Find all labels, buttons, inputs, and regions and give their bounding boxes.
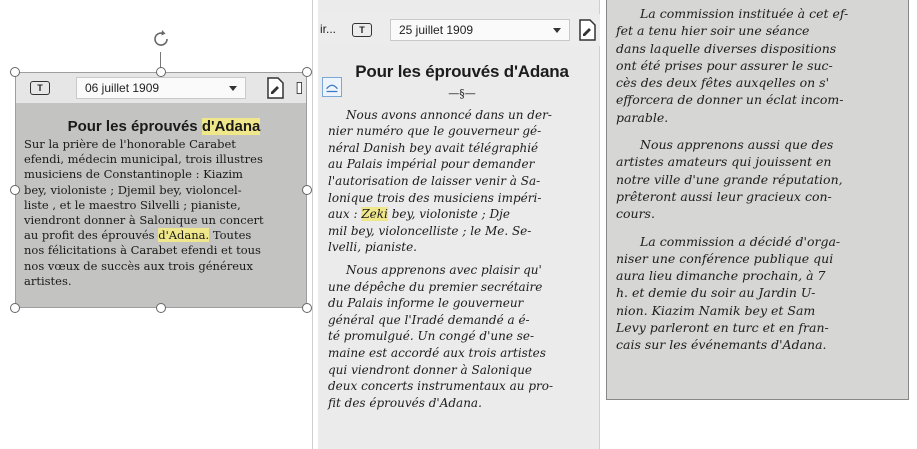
text-tag-icon[interactable]: T xyxy=(352,23,372,37)
article-line: du Palais informe le gouverneur xyxy=(328,296,524,311)
article-line: Levy parleront en turc et en fran- xyxy=(616,320,829,336)
article-line: nion. Kiazim Namik bey et Sam xyxy=(616,302,816,318)
article-line: lonique trois des musiciens impéri- xyxy=(328,190,542,205)
article-line: cours. xyxy=(616,206,655,222)
date-select[interactable] xyxy=(76,77,246,99)
highlighted-term: Zeki xyxy=(361,207,388,222)
article-line: au Palais impérial pour demander xyxy=(328,157,535,172)
article-line: prêteront aussi leur gracieux con- xyxy=(616,188,832,204)
article-line: efforcera de donner un éclat incom- xyxy=(616,92,844,108)
article-line: nos félicitations à Carabet efendi et tous xyxy=(24,243,261,258)
resize-handle-bottom-right[interactable] xyxy=(302,303,312,313)
date-select[interactable] xyxy=(390,19,570,41)
chevron-down-icon xyxy=(553,28,561,33)
article-line: liste , et le maestro Silvelli ; pianiste, xyxy=(24,197,241,212)
article-line: lvelli, pianiste. xyxy=(328,240,417,255)
document-edit-icon[interactable] xyxy=(266,77,284,99)
document-edit-icon[interactable] xyxy=(578,19,596,41)
article-line: fit des éprouvés d'Adana. xyxy=(328,395,482,410)
document-icon[interactable] xyxy=(296,77,306,99)
article-line: dans laquelle diverses dispositions xyxy=(616,40,837,56)
truncated-label: ir... xyxy=(320,22,337,36)
resize-handle-bottom[interactable] xyxy=(156,303,166,313)
article-clipping-1 xyxy=(24,118,304,289)
article-line: notre ville d'une grande réputation, xyxy=(616,171,843,187)
article-headline: Pour les éprouvés d'Adana xyxy=(67,118,261,135)
article-clipping-3 xyxy=(616,5,906,354)
article-line: qui viendront donner à Salonique xyxy=(328,362,533,377)
article-line: Nous apprenons avec plaisir qu' xyxy=(346,262,542,277)
article-line: une dépêche du premier secrétaire xyxy=(328,279,543,294)
article-line: au profit des éprouvés d'Adana. Toutes xyxy=(24,228,252,243)
article-line: ont été prises pour assurer le suc- xyxy=(616,57,833,73)
article-line: viendront donner à Salonique un concert xyxy=(24,213,264,228)
article-line: musiciens de Constantinople : Kiazim xyxy=(24,167,243,182)
resize-handle-bottom-left[interactable] xyxy=(10,303,20,313)
article-line: Nous avons annoncé dans un der- xyxy=(346,107,552,122)
article-line: mil bey, violoncelliste ; le Me. Se- xyxy=(328,223,532,238)
article-line: néral Danish bey avait télégraphié xyxy=(328,140,539,155)
image-toolbar xyxy=(16,73,306,103)
article-line: l'autorisation de laisser venir à Sa- xyxy=(328,173,541,188)
article-line: Sur la prière de l'honorable Carabet xyxy=(24,137,236,151)
article-line: aux : Zeki bey, violoniste ; Dje xyxy=(328,207,510,222)
article-line: nos vœux de succès aux trois généreux xyxy=(24,258,253,273)
image-toolbar xyxy=(318,14,600,46)
article-line: deux concerts instrumentaux au pro- xyxy=(328,379,554,394)
rotate-handle-icon[interactable] xyxy=(150,28,172,50)
article-headline: Pour les éprouvés d'Adana xyxy=(355,62,569,81)
resize-handle-right[interactable] xyxy=(302,185,312,195)
article-line: artistes amateurs qui jouissent en xyxy=(616,154,832,170)
article-line: fet a tenu hier soir une séance xyxy=(616,23,810,39)
article-line: La commission instituée à cet ef- xyxy=(640,6,849,21)
article-line: té promulgué. Un congé d'une se- xyxy=(328,329,535,344)
article-clipping-2 xyxy=(328,62,596,411)
resize-handle-top[interactable] xyxy=(156,67,166,77)
article-line: efendi, médecin municipal, trois illustres xyxy=(24,152,263,167)
highlighted-term: d'Adana xyxy=(201,118,261,135)
article-line: bey, violoniste ; Djemil bey, violoncel- xyxy=(24,182,242,197)
highlighted-term: d'Adana. xyxy=(158,228,210,243)
chevron-down-icon xyxy=(229,86,237,91)
section-separator: —§— xyxy=(448,87,476,100)
text-tag-icon[interactable]: T xyxy=(30,81,50,95)
article-line: cais sur les événemants d'Adana. xyxy=(616,337,827,353)
resize-handle-top-left[interactable] xyxy=(10,67,20,77)
article-line: cès des deux fêtes auxqelles on s' xyxy=(616,75,830,91)
article-line: h. et demie du soir au Jardin U- xyxy=(616,285,816,301)
article-line: maine est accordé aux trois artistes xyxy=(328,345,546,360)
article-line: La commission a décidé d'orga- xyxy=(640,233,841,249)
date-select-value: 25 juillet 1909 xyxy=(399,23,474,37)
article-line: aura lieu dimanche prochain, à 7 xyxy=(616,268,826,284)
article-line: artistes. xyxy=(24,273,72,288)
resize-handle-top-right[interactable] xyxy=(302,67,312,77)
article-line: général que l'Iradé demandé a é- xyxy=(328,312,530,327)
article-line: parable. xyxy=(616,109,669,125)
article-line: Nous apprenons aussi que des xyxy=(640,137,834,153)
article-line: nier numéro que le gouverneur gé- xyxy=(328,124,542,139)
resize-handle-left[interactable] xyxy=(10,185,20,195)
date-select-value: 06 juillet 1909 xyxy=(85,81,160,95)
article-line: niser une conférence publique qui xyxy=(616,250,834,266)
